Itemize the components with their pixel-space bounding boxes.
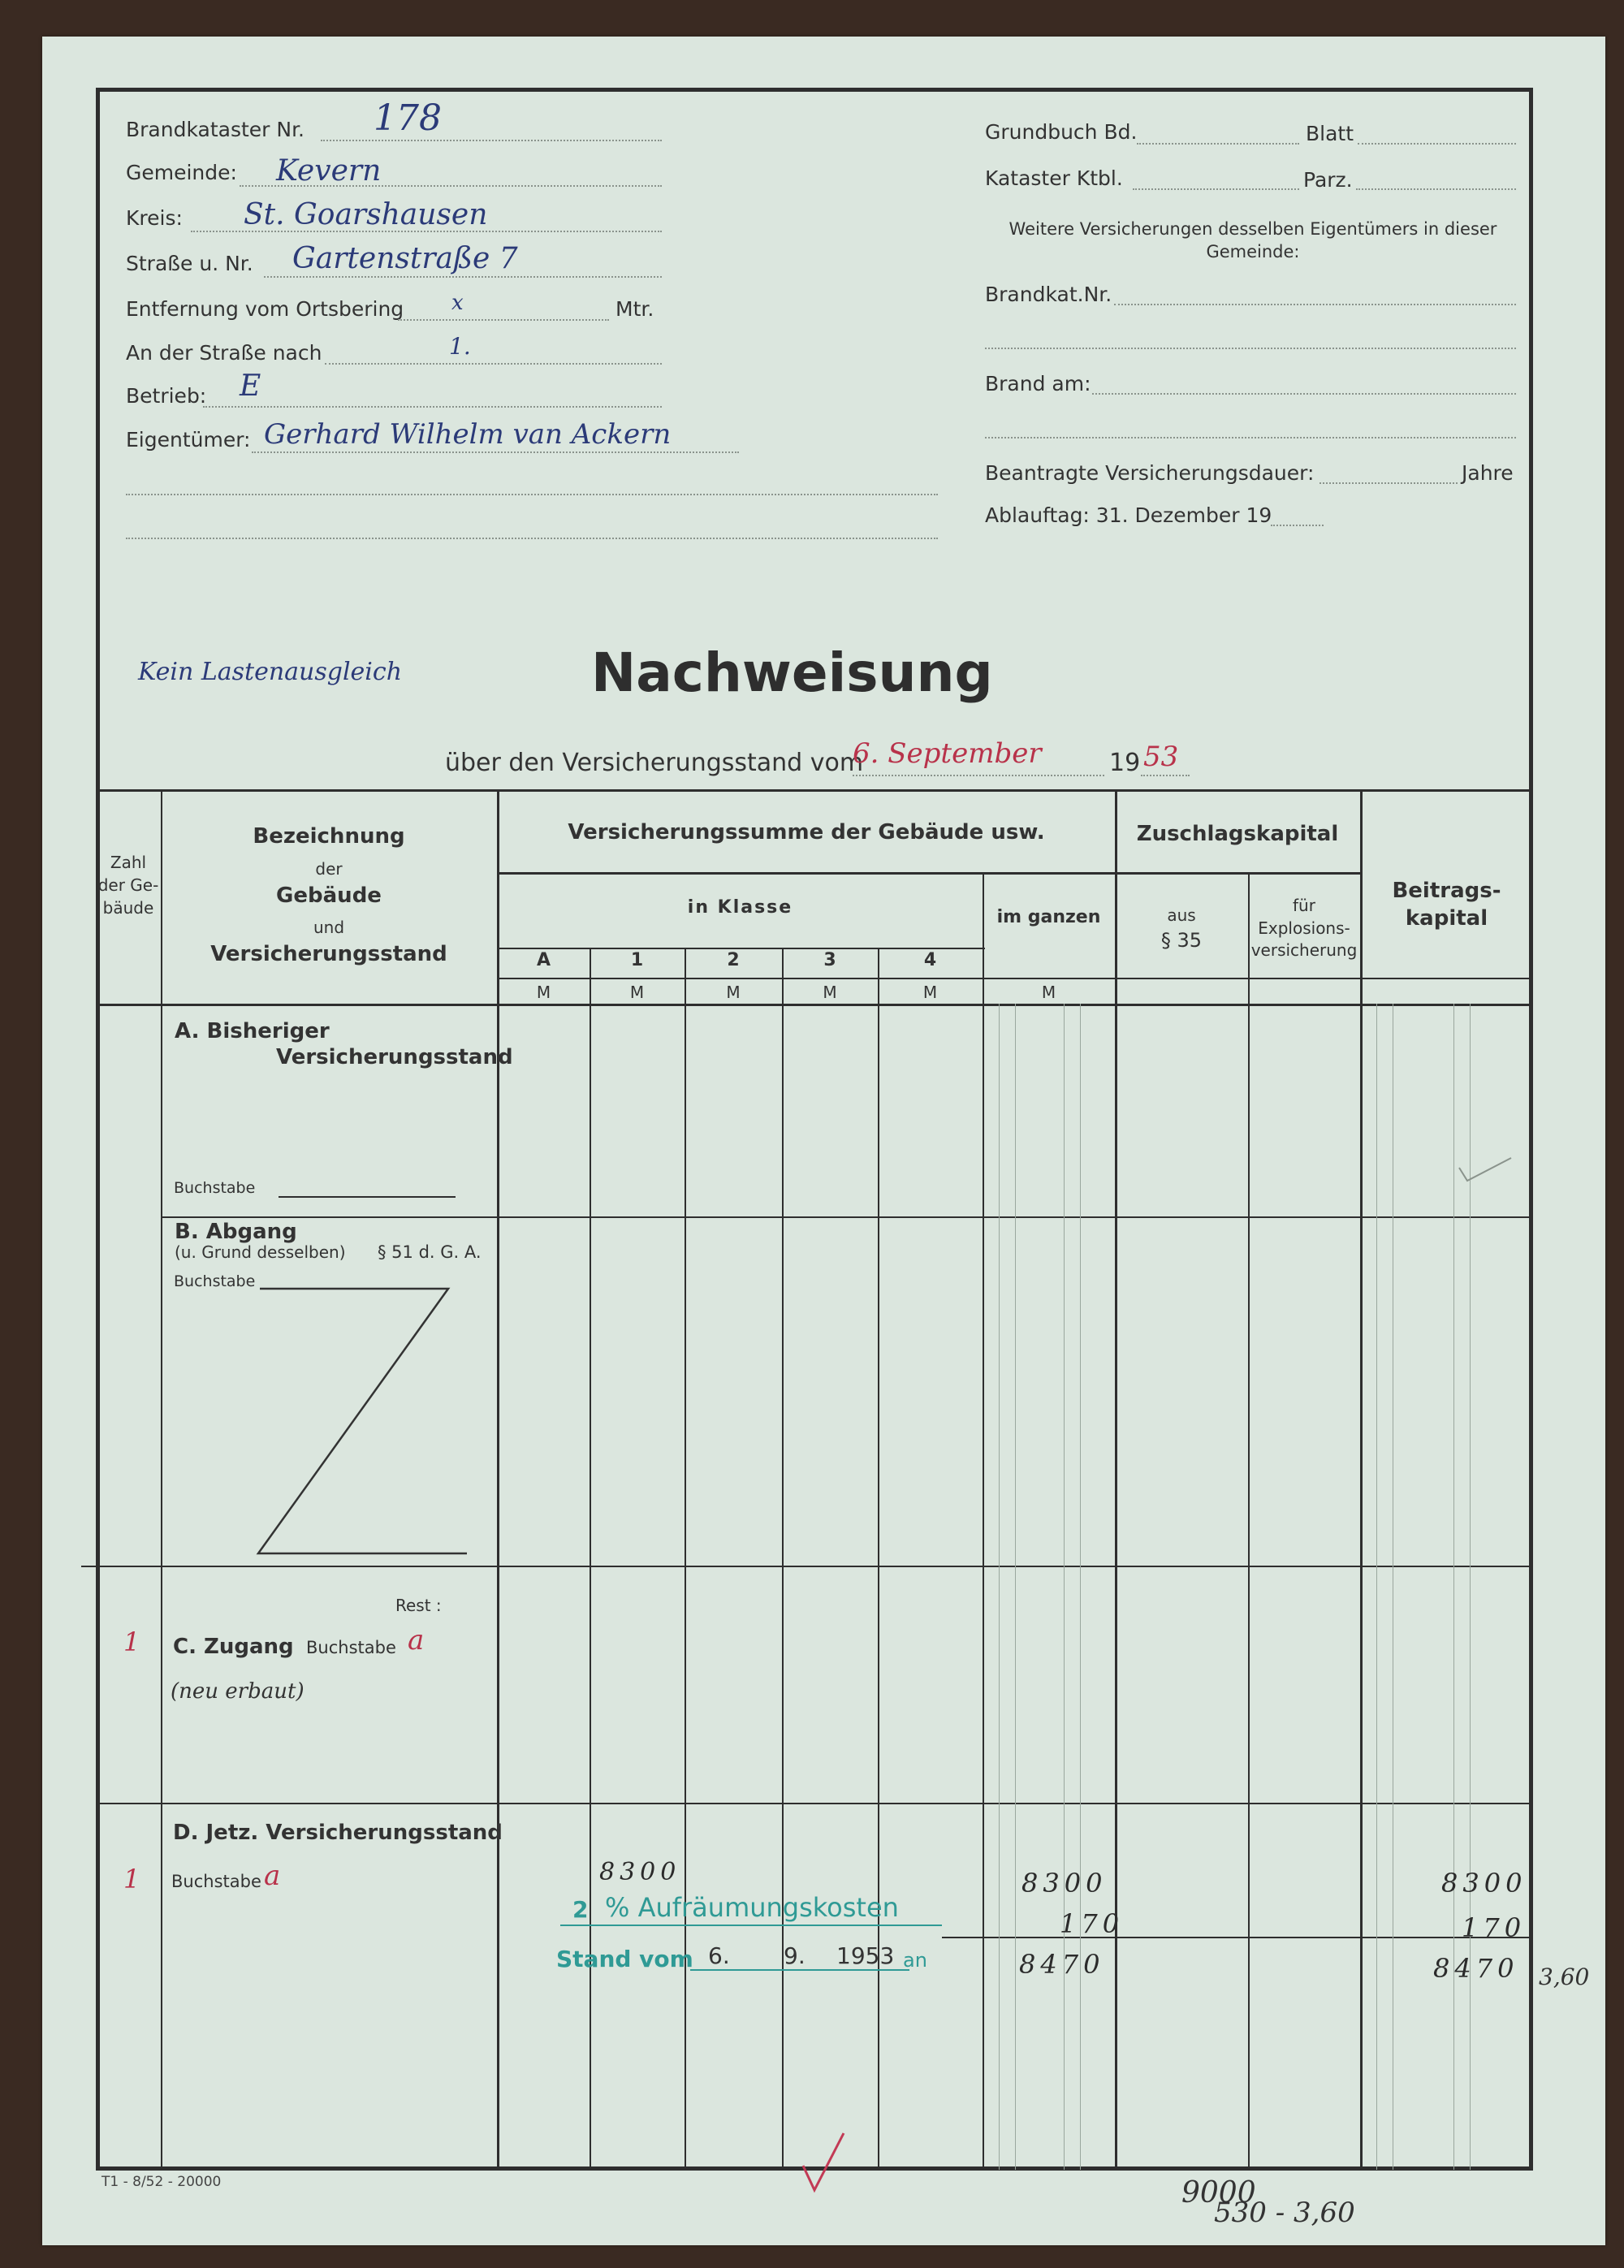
brand-am-dotline-2	[985, 437, 1516, 438]
value-beitrag-3: 8470	[1433, 1953, 1519, 1984]
col-im-ganzen-header: im ganzen	[996, 907, 1101, 927]
class-3-header: 3	[823, 950, 836, 970]
margin-note: Kein Lastenausgleich	[138, 658, 403, 686]
brandkat-dotline-2	[985, 348, 1516, 349]
dauer-dotline	[1320, 482, 1458, 484]
eigentuemer-value: Gerhard Wilhelm van Ackern	[264, 418, 672, 451]
header-split-line	[498, 872, 1363, 875]
section-b-par: § 51 d. G. A.	[378, 1242, 482, 1262]
section-a-buchstabe: Buchstabe	[174, 1179, 256, 1197]
sum-line	[942, 1937, 1533, 1938]
col-beitrag-header: Beitrags-kapital	[1392, 879, 1501, 931]
sub-col-line	[1453, 1004, 1454, 2170]
section-c-note: (neu erbaut)	[171, 1679, 304, 1704]
section-d-count: 1	[123, 1864, 140, 1894]
col-bez-header-3: Gebäude	[276, 883, 382, 908]
col-2-line	[782, 948, 784, 2170]
subtitle-date: 6. September	[853, 737, 1042, 770]
bottom-note-1: 9000	[1181, 2176, 1256, 2210]
gemeinde-value: Kevern	[276, 154, 382, 188]
rest-label: Rest :	[395, 1596, 442, 1615]
col-bez-header-4: und	[313, 918, 345, 937]
section-b-sub: (u. Grund desselben)	[175, 1242, 346, 1262]
col-1-line	[685, 948, 686, 2170]
value-beitrag-2: 170	[1462, 1912, 1527, 1943]
col-vers-header: Versicherungssumme der Gebäude usw.	[568, 820, 1045, 845]
eigentuemer-dotline	[252, 451, 739, 453]
unit-3: M	[823, 983, 837, 1002]
red-check-mark-icon	[800, 2132, 849, 2197]
section-d-title: D. Jetz. Versicherungsstand	[173, 1821, 503, 1845]
strasse-nach-value: 1.	[449, 333, 471, 360]
subtitle-year-dotline	[1141, 775, 1190, 776]
strasse-label: Straße u. Nr.	[126, 252, 253, 275]
value-im-ganzen-3: 8470	[1019, 1949, 1105, 1980]
class-4-header: 4	[923, 950, 937, 970]
check-mark-icon	[1458, 1153, 1514, 1186]
entfernung-unit: Mtr.	[615, 297, 654, 321]
stamp-year: 1953	[836, 1942, 895, 1969]
gemeinde-dotline	[240, 185, 662, 187]
value-klasse-a: 8300	[599, 1858, 681, 1886]
weitere-label: Weitere Versicherungen desselben Eigentümers in dieser Gemeinde:	[1009, 219, 1497, 261]
sub-col-line	[1376, 1004, 1377, 2170]
class-1-header: 1	[630, 950, 644, 970]
unit-1: M	[629, 983, 645, 1002]
eigentuemer-dotline-2	[126, 494, 938, 495]
betrieb-value: E	[240, 369, 261, 403]
entfernung-label: Entfernung vom Ortsbering	[126, 297, 404, 321]
section-c-count: 1	[123, 1626, 140, 1657]
eigentuemer-label: Eigentümer:	[126, 428, 251, 451]
ablauf-dotline	[1271, 525, 1324, 526]
col-ganzen-end-line	[1115, 789, 1117, 2170]
side-note: 3,60	[1539, 1963, 1590, 1990]
unit-4: M	[922, 983, 938, 1002]
col-fuer-header: für	[1293, 896, 1315, 915]
brandkat-label: Brandkat.Nr.	[985, 283, 1112, 306]
col-zahl-line	[161, 789, 162, 2170]
page-title: Nachweisung	[591, 642, 993, 704]
col-bez-header-5: Versicherungsstand	[210, 942, 447, 966]
col-zuschlag-end-line	[1360, 789, 1363, 2170]
section-b-buchstabe: Buchstabe	[174, 1272, 256, 1290]
col-zuschlag-header: Zuschlagskapital	[1136, 822, 1339, 846]
blatt-dotline	[1358, 143, 1516, 145]
col-par35-header: § 35	[1160, 929, 1203, 952]
col-bez-header-2: der	[315, 859, 343, 879]
class-a-header: A	[536, 950, 551, 970]
subtitle-date-dotline	[853, 775, 1104, 776]
stamp-suffix: an	[903, 1949, 927, 1972]
col-3-line	[878, 948, 879, 2170]
section-b-z-mark	[252, 1287, 467, 1559]
unit-a: M	[536, 983, 551, 1002]
stamp-day: 6.	[708, 1942, 730, 1969]
form-frame	[96, 88, 1533, 2171]
stamp-month: 9.	[784, 1942, 806, 1969]
col-aus-header: aus	[1167, 905, 1196, 925]
dauer-label: Beantragte Versicherungsdauer:	[985, 461, 1315, 485]
sub-col-line	[1064, 1004, 1065, 2170]
stamp-underline	[560, 1925, 942, 1926]
stamp-pct: 2	[572, 1896, 589, 1923]
form-code: T1 - 8/52 - 20000	[102, 2174, 222, 2190]
brandkat-dotline	[1114, 304, 1516, 305]
subtitle-year-prefix: 19	[1109, 749, 1141, 777]
grundbuch-dotline	[1137, 143, 1299, 145]
col-a-line	[590, 948, 591, 2170]
brand-am-label: Brand am:	[985, 372, 1091, 395]
row-c-line	[96, 1803, 1533, 1804]
brandkataster-label: Brandkataster Nr.	[126, 118, 305, 141]
kataster-dotline	[1133, 188, 1299, 190]
table-top-line	[96, 789, 1533, 792]
stamp-date-underline	[690, 1969, 909, 1971]
blatt-label: Blatt	[1306, 122, 1354, 145]
ablauf-label: Ablauftag: 31. Dezember 19	[985, 503, 1272, 527]
section-d-letter: a	[264, 1860, 281, 1892]
value-im-ganzen-2: 170	[1060, 1908, 1125, 1939]
parz-dotline	[1356, 188, 1516, 190]
bottom-note-2: 530 - 3,60	[1214, 2197, 1355, 2229]
value-beitrag-1: 8300	[1441, 1868, 1527, 1899]
col-bez-header-1: Bezeichnung	[253, 824, 405, 849]
entfernung-dotline	[398, 319, 609, 321]
betrieb-label: Betrieb:	[126, 384, 207, 408]
brandkataster-dotline	[321, 140, 662, 141]
gemeinde-label: Gemeinde:	[126, 161, 237, 184]
betrieb-dotline	[203, 406, 662, 408]
section-a-title-2: Versicherungsstand	[276, 1045, 513, 1069]
entfernung-value: x	[451, 291, 464, 315]
header-bottom-line	[96, 1004, 1533, 1006]
strasse-nach-label: An der Straße nach	[126, 341, 322, 365]
sub-col-line	[999, 1004, 1000, 2170]
section-a-title: A. Bisheriger	[175, 1019, 330, 1043]
section-d-buchstabe: Buchstabe	[171, 1872, 261, 1891]
subtitle-year-suffix: 53	[1143, 741, 1179, 773]
parz-label: Parz.	[1303, 168, 1353, 192]
section-a-buchstabe-line	[279, 1196, 456, 1198]
unit-ganzen: M	[1041, 983, 1056, 1002]
kreis-value: St. Goarshausen	[244, 198, 488, 231]
strasse-dotline	[264, 276, 662, 278]
row-a-line	[162, 1216, 1533, 1218]
unit-header-line	[498, 978, 1533, 979]
dauer-unit: Jahre	[1462, 461, 1514, 485]
row-b-line	[81, 1566, 1533, 1567]
class-2-header: 2	[727, 950, 740, 970]
section-c-buchstabe: Buchstabe	[306, 1638, 396, 1657]
grundbuch-label: Grundbuch Bd.	[985, 120, 1138, 144]
sub-col-line	[1080, 1004, 1081, 2170]
section-c-letter: a	[408, 1624, 425, 1657]
col-klasse-end-line	[983, 872, 984, 2170]
eigentuemer-dotline-3	[126, 538, 938, 539]
sub-col-line	[1015, 1004, 1016, 2170]
col-explosion-header: Explosions-versicherung	[1250, 918, 1358, 960]
stamp-text: % Aufräumungskosten	[605, 1892, 899, 1923]
kataster-label: Kataster Ktbl.	[985, 166, 1123, 190]
kreis-dotline	[191, 231, 662, 232]
brand-am-dotline	[1092, 393, 1516, 395]
section-b-title: B. Abgang	[175, 1220, 297, 1244]
class-header-line	[498, 948, 985, 949]
col-par35-end-line	[1248, 872, 1250, 2170]
value-im-ganzen-1: 8300	[1021, 1868, 1108, 1899]
brandkataster-value: 178	[374, 97, 442, 139]
strasse-value: Gartenstraße 7	[292, 242, 518, 275]
unit-2: M	[726, 983, 741, 1002]
section-c-title: C. Zugang	[173, 1635, 294, 1659]
kreis-label: Kreis:	[126, 206, 183, 230]
strasse-nach-dotline	[325, 363, 662, 365]
col-zahl-header: Zahl der Ge-bäude	[97, 853, 159, 918]
col-in-klasse-header: in Klasse	[687, 897, 793, 918]
stamp-line2-prefix: Stand vom	[556, 1946, 693, 1972]
subtitle-prefix: über den Versicherungsstand vom	[445, 749, 864, 777]
